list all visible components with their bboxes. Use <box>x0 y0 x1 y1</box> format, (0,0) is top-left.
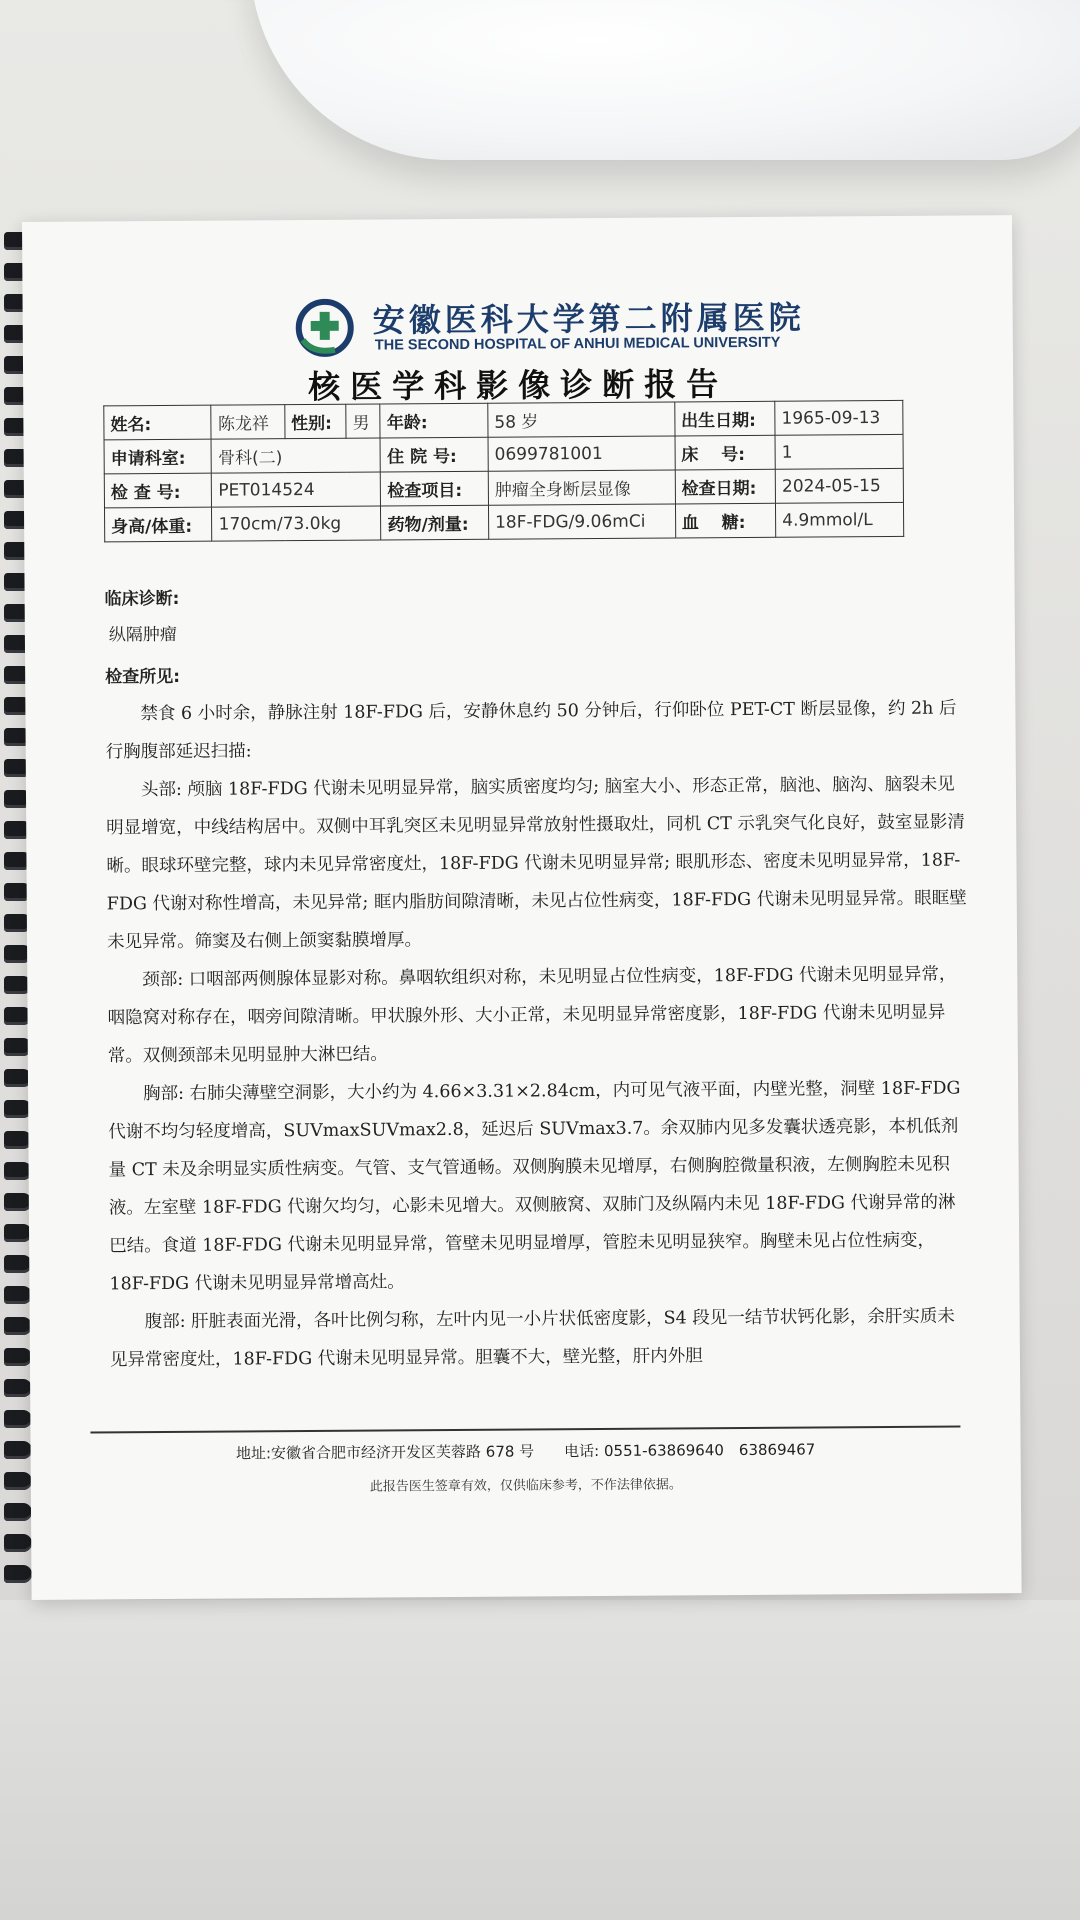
binding-ring <box>4 1317 32 1335</box>
table-row <box>104 502 903 542</box>
report-body <box>105 575 971 1379</box>
glucose-label: 血 糖: <box>675 503 776 538</box>
findings-paragraph-neck: 颈部: 口咽部两侧腺体显影对称。鼻咽软组织对称，未见明显占位性病变，18F-FDG 代谢未见明显异常，咽隐窝对称存在，咽旁间隙清晰。甲状腺外形、大小正常，未见明显异常密度影，18F-FDG 代谢未见明显异常。双侧颈部未见明显肿大淋巴结。 <box>107 964 957 1067</box>
drug-dose-value: 18F-FDG/9.06mCi <box>488 504 675 539</box>
binding-ring <box>4 1193 32 1211</box>
name-label: 姓名: <box>104 405 212 440</box>
binding-ring <box>4 1472 32 1490</box>
findings-paragraph-chest: 胸部: 右肺尖薄壁空洞影，大小约为 4.66×3.31×2.84cm，内可见气液平面，内壁光整，洞壁 18F-FDG 代谢不均匀轻度增高，SUVmaxSUVmax2.8，延迟后 SUVmax3.7。余双肺内见多发囊状透亮影，本机低剂量 CT 未及余明显实质性病变。气管、支气管通畅。双侧胸膜未见增厚，右侧胸腔微量积液，左侧胸腔未见积液。左室壁 18F-FDG 代谢欠均匀，心影未见增大。双侧腋窝、双肺门及纵隔内未见 18F-FDG 代谢异常的淋巴结。食道 18F-FDG 代谢未见明显异常，管壁未见明显增厚，管腔未见明显狭窄。胸壁未见占位性病变，18F-FDG 代谢未见明显异常增高灶。 <box>108 1078 961 1295</box>
binding-ring <box>4 1255 32 1273</box>
footer-disclaimer: 此报告医生签章有效，仅供临床参考，不作法律依据。 <box>369 1477 682 1495</box>
drug-dose-label: 药物/剂量: <box>381 505 489 540</box>
height-weight-value: 170cm/73.0kg <box>212 506 381 541</box>
height-weight-label: 身高/体重: <box>104 507 212 542</box>
binding-ring <box>4 1286 32 1304</box>
glucose-value: 4.9mmol/L <box>776 502 904 537</box>
table-row <box>104 400 903 440</box>
hospital-name-cn: 安徽医科大学第二附属医院 <box>372 298 805 340</box>
dob-label: 出生日期: <box>674 401 775 436</box>
exam-item-value: 肿瘤全身断层显像 <box>488 470 675 505</box>
findings-paragraph-head: 头部: 颅脑 18F-FDG 代谢未见明显异常，脑实质密度均匀; 脑室大小、形态正常，脑池、脑沟、脑裂未见明显增宽，中线结构居中。双侧中耳乳突区未见明显异常放射性摄取灶，同机 CT 示乳突气化良好，鼓室显影清晰。眼球环壁完整，球内未见异常密度灶，18F-FDG 代谢未见明显异常; 眼肌形态、密度未见明显异常，18F-FDG 代谢对称性增高，未见异常; 眶内脂肪间隙清晰，未见占位性病变，18F-FDG 代谢未见明显异常。眼眶壁未见异常。筛窦及右侧上颌窦黏膜增厚。 <box>106 774 967 953</box>
findings-paragraph-intro: 禁食 6 小时余，静脉注射 18F-FDG 后，安静休息约 50 分钟后，行仰卧位 PET-CT 断层显像，约 2h 后行胸腹部延迟扫描: <box>105 698 957 763</box>
hospital-name-en: THE SECOND HOSPITAL OF ANHUI MEDICAL UNIVERSITY <box>374 334 781 354</box>
footer-divider <box>90 1425 960 1433</box>
white-cloth-background <box>250 0 1080 160</box>
binding-ring <box>4 1441 32 1459</box>
binding-ring <box>4 1379 32 1397</box>
table-row <box>104 468 903 508</box>
clinical-diagnosis: 纵隔肿瘤 <box>108 624 177 646</box>
footer-address: 地址:安徽省合肥市经济开发区芙蓉路 678 号 电话: 0551-63869640 63869467 <box>235 1440 816 1463</box>
dept-label: 申请科室: <box>104 439 212 474</box>
exam-no-value: PET014524 <box>212 472 381 507</box>
patient-age: 58 岁 <box>488 402 675 437</box>
sex-label: 性别: <box>284 404 346 438</box>
admission-label: 住 院 号: <box>380 437 488 472</box>
binding-ring <box>4 1565 32 1583</box>
hospital-header <box>292 288 812 362</box>
findings-paragraph-abdomen: 腹部: 肝脏表面光滑，各叶比例匀称，左叶内见一小片状低密度影，S4 段见一结节状钙化影，余肝实质未见异常密度灶，18F-FDG 代谢未见明显异常。胆囊不大，壁光整，肝内外胆 <box>109 1306 955 1371</box>
binding-ring <box>4 1503 32 1521</box>
patient-info-table <box>103 400 904 543</box>
table-row <box>104 434 903 474</box>
patient-sex: 男 <box>346 404 381 438</box>
findings-heading: 检查所见: <box>105 666 181 688</box>
bed-value: 1 <box>775 434 903 469</box>
binding-ring <box>4 1534 32 1552</box>
cross-in-circle-logo-icon <box>293 296 357 360</box>
bed-label: 床 号: <box>675 435 776 470</box>
patient-dob: 1965-09-13 <box>775 400 903 435</box>
binding-ring <box>4 1348 32 1366</box>
exam-date-value: 2024-05-15 <box>775 468 903 503</box>
dept-value: 骨科(二) <box>212 438 381 473</box>
report-page <box>22 215 1022 1600</box>
binding-ring <box>4 1410 32 1428</box>
admission-value: 0699781001 <box>488 436 675 471</box>
table-surface <box>0 1600 1080 1920</box>
age-label: 年龄: <box>380 403 488 438</box>
exam-no-label: 检 查 号: <box>104 473 212 508</box>
exam-item-label: 检查项目: <box>381 471 489 506</box>
exam-date-label: 检查日期: <box>675 469 776 504</box>
binding-ring <box>4 1224 32 1242</box>
report-title: 核医学科影像诊断报告 <box>308 365 729 407</box>
patient-name: 陈龙祥 <box>211 405 284 440</box>
clinical-diagnosis-heading: 临床诊断: <box>104 588 180 610</box>
